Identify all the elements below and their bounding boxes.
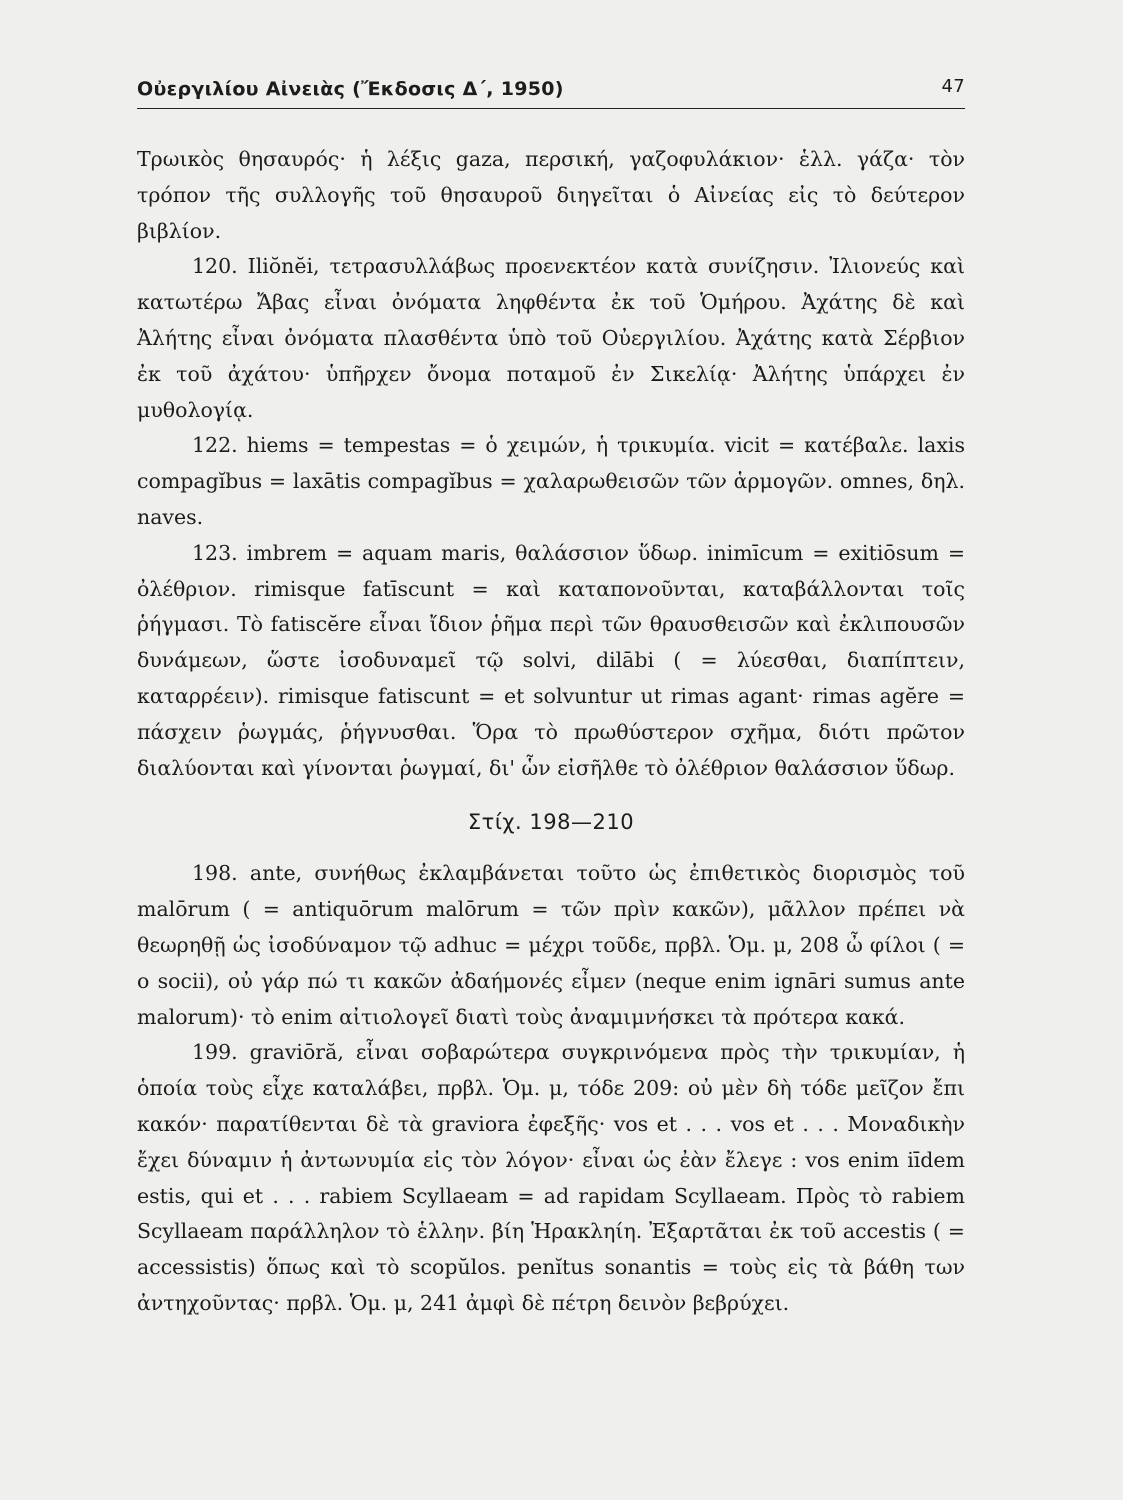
paragraph-199: 199. graviōră, εἶναι σοβαρώτερα συγκρινόμενα πρὸς τὴν τρικυμίαν, ἡ ὁποία τοὺς εἶχε καταλάβει, πρβλ. Ὁμ. μ, τόδε 209: οὐ μὲν δὴ τόδε μεῖζον ἔπι κακόν· παρατίθενται δὲ τὰ graviora ἐφεξῆς· vos et . . . vos et . . . Μοναδικὴν ἔχει δύναμιν ἡ ἀντωνυμία εἰς τὸν λόγον· εἶναι ὡς ἐὰν ἔλεγε : vos enim iīdem estis, qui et . . . rabiem Scyllaeam = ad rapidam Scyllaeam. Πρὸς τὸ rabiem Scyllaeam παράλληλον τὸ ἑλλην. βίη Ἡρακληίη. Ἐξαρτᾶται ἐκ τοῦ accestis ( = accessistis) ὅπως καὶ τὸ scopŭlos. penĭtus sonantis = τοὺς εἰς τὰ βάθη των ἀντηχοῦντας· πρβλ. Ὁμ. μ, 241 ἀμφὶ δὲ πέτρη δεινὸν βεβρύχει.: [137, 1040, 965, 1315]
running-head: [137, 72, 965, 106]
running-title: Οὐεργιλίου Αἰνειὰς (Ἔκδοσις Δ΄, 1950): [137, 78, 564, 100]
page-number: 47: [941, 76, 965, 97]
paragraph-continuation: Τρωικὸς θησαυρός· ἡ λέξις gaza, περσική, γαζοφυλάκιον· ἑλλ. γάζα· τὸν τρόπον τῆς συλλογῆς τοῦ θησαυροῦ διηγεῖται ὁ Αἰνείας εἰς τὸ δεύτερον βιβλίον.: [137, 147, 965, 243]
section-heading: Στίχ. 198—210: [467, 810, 635, 835]
paragraph-122: 122. hiems = tempestas = ὁ χειμών, ἡ τρικυμία. vicit = κατέβαλε. laxis compagĭbus = laxātis compagĭbus = χαλαρωθεισῶν τῶν ἁρμογῶν. omnes, δηλ. naves.: [137, 433, 965, 529]
paragraph-198: 198. ante, συνήθως ἐκλαμβάνεται τοῦτο ὡς ἐπιθετικὸς διορισμὸς τοῦ malōrum ( = antiquōrum malōrum = τῶν πρὶν κακῶν), μᾶλλον πρέπει νὰ θεωρηθῇ ὡς ἰσοδύναμον τῷ adhuc = μέχρι τοῦδε, πρβλ. Ὁμ. μ, 208 ὦ φίλοι ( = o socii), οὐ γάρ πώ τι κακῶν ἀδαήμονές εἶμεν (neque enim ignāri sumus ante malorum)· τὸ enim αἰτιολογεῖ διατὶ τοὺς ἀναμιμνήσκει τὰ πρότερα κακά.: [137, 861, 965, 1029]
page-body: [137, 142, 965, 1322]
header-rule: [137, 108, 965, 109]
paragraph-120: 120. Iliŏnĕi, τετρασυλλάβως προενεκτέον κατὰ συνίζησιν. Ἰλιονεύς καὶ κατωτέρω Ἄβας εἶναι ὀνόματα ληφθέντα ἐκ τοῦ Ὁμήρου. Ἀχάτης δὲ καὶ Ἀλήτης εἶναι ὀνόματα πλασθέντα ὑπὸ τοῦ Οὐεργιλίου. Ἀχάτης κατὰ Σέρβιον ἐκ τοῦ ἀχάτου· ὑπῆρχεν ὄνομα ποταμοῦ ἐν Σικελίᾳ· Ἀλήτης ὑπάρχει ἐν μυθολογίᾳ.: [137, 254, 965, 422]
paragraph-123: 123. imbrem = aquam maris, θαλάσσιον ὕδωρ. inimīcum = exitiōsum = ὀλέθριον. rimisque fatīscunt = καὶ καταπονοῦνται, καταβάλλονται τοῖς ῥήγμασι. Τὸ fatiscĕre εἶναι ἴδιον ῥῆμα περὶ τῶν θραυσθεισῶν καὶ ἐκλιπουσῶν δυνάμεων, ὥστε ἰσοδυναμεῖ τῷ solvi, dilābi ( = λύεσθαι, διαπίπτειν, καταρρέειν). rimisque fatiscunt = et solvuntur ut rimas agant· rimas agĕre = πάσχειν ῥωγμάς, ῥήγνυσθαι. Ὅρα τὸ πρωθύστερον σχῆμα, διότι πρῶτον διαλύονται καὶ γίνονται ῥωγμαί, δι' ὧν εἰσῆλθε τὸ ὀλέθριον θαλάσσιον ὕδωρ.: [137, 540, 965, 780]
